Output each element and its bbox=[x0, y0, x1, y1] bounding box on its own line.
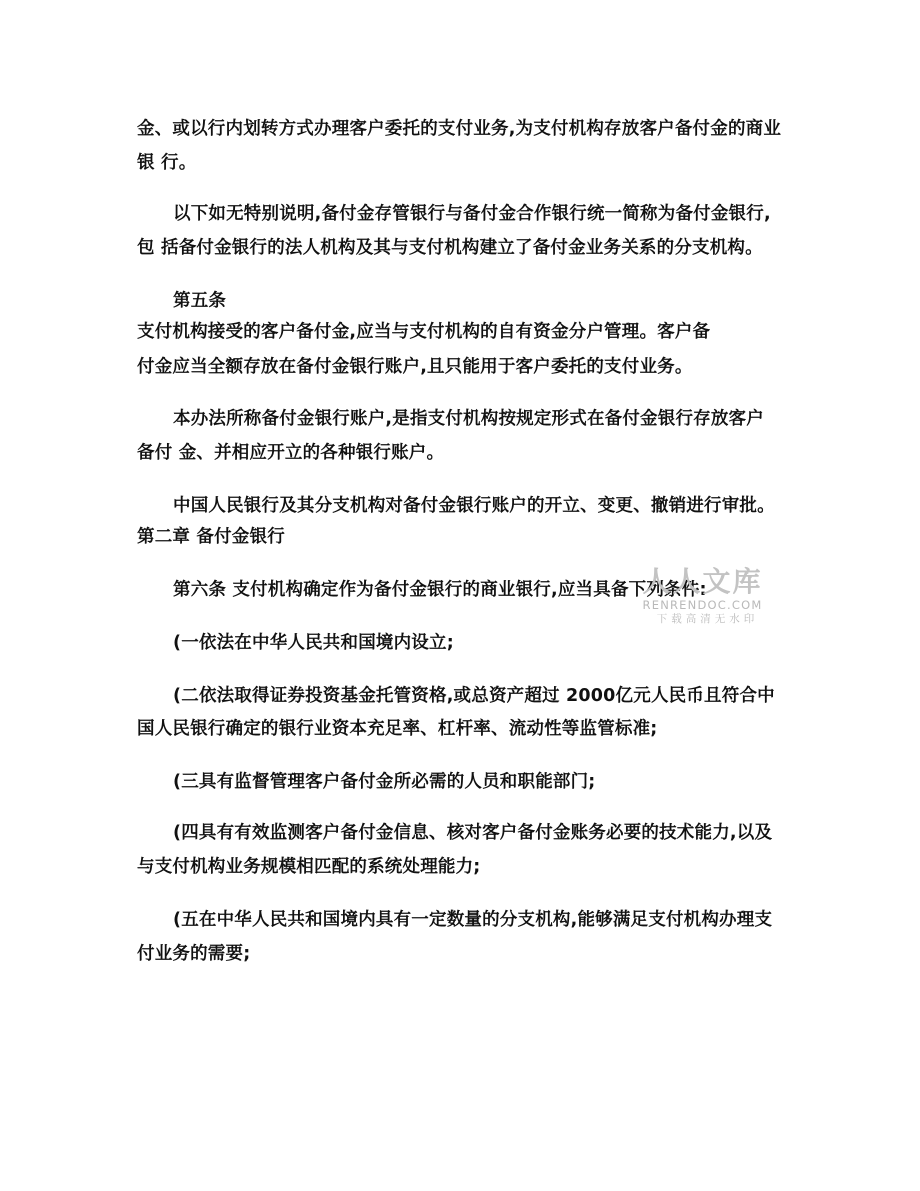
list-item: (三具有监督管理客户备付金所必需的人员和职能部门; bbox=[173, 772, 596, 792]
watermark-logo bbox=[630, 566, 775, 626]
text-line: 支付机构接受的客户备付金,应当与支付机构的自有资金分户管理。客户备 bbox=[137, 322, 711, 342]
watermark-tagline: 下载高清无水印 bbox=[656, 613, 759, 625]
text-line: 中国人民银行及其分支机构对备付金银行账户的开立、变更、撤销进行审批。 bbox=[173, 496, 775, 516]
text-line: 本办法所称备付金银行账户,是指支付机构按规定形式在备付金银行存放客户 bbox=[173, 409, 764, 429]
watermark-domain: RENRENDOC.COM bbox=[642, 598, 763, 612]
text-line: 与支付机构业务规模相匹配的系统处理能力; bbox=[137, 857, 481, 877]
section-heading: 第五条 bbox=[173, 291, 227, 311]
text-line: 国人民银行确定的银行业资本充足率、杠杆率、流动性等监管标准; bbox=[137, 719, 658, 739]
text-line: 付金应当全额存放在备付金银行账户,且只能用于客户委托的支付业务。 bbox=[137, 357, 693, 377]
list-item: (一依法在中华人民共和国境内设立; bbox=[173, 633, 454, 653]
watermark-title: 人人文库 bbox=[642, 565, 763, 598]
text-line: 第六条 支付机构确定作为备付金银行的商业银行,应当具备下列条件: bbox=[173, 580, 707, 600]
list-item: (二依法取得证券投资基金托管资格,或总资产超过 2000亿元人民币且符合中 bbox=[173, 686, 775, 706]
text-line: 金、或以行内划转方式办理客户委托的支付业务,为支付机构存放客户备付金的商业 bbox=[137, 119, 782, 139]
list-item: (五在中华人民共和国境内具有一定数量的分支机构,能够满足支付机构办理支 bbox=[173, 910, 773, 930]
text-line: 付业务的需要; bbox=[137, 944, 251, 964]
chapter-heading: 第二章 备付金银行 bbox=[137, 527, 285, 547]
text-line: 备付 金、并相应开立的各种银行账户。 bbox=[137, 443, 445, 463]
text-line: 银 行。 bbox=[137, 153, 197, 173]
text-line: 以下如无特别说明,备付金存管银行与备付金合作银行统一简称为备付金银行, bbox=[173, 204, 771, 224]
text-line: 包 括备付金银行的法人机构及其与支付机构建立了备付金业务关系的分支机构。 bbox=[137, 238, 763, 258]
list-item: (四具有有效监测客户备付金信息、核对客户备付金账务必要的技术能力,以及 bbox=[173, 823, 773, 843]
